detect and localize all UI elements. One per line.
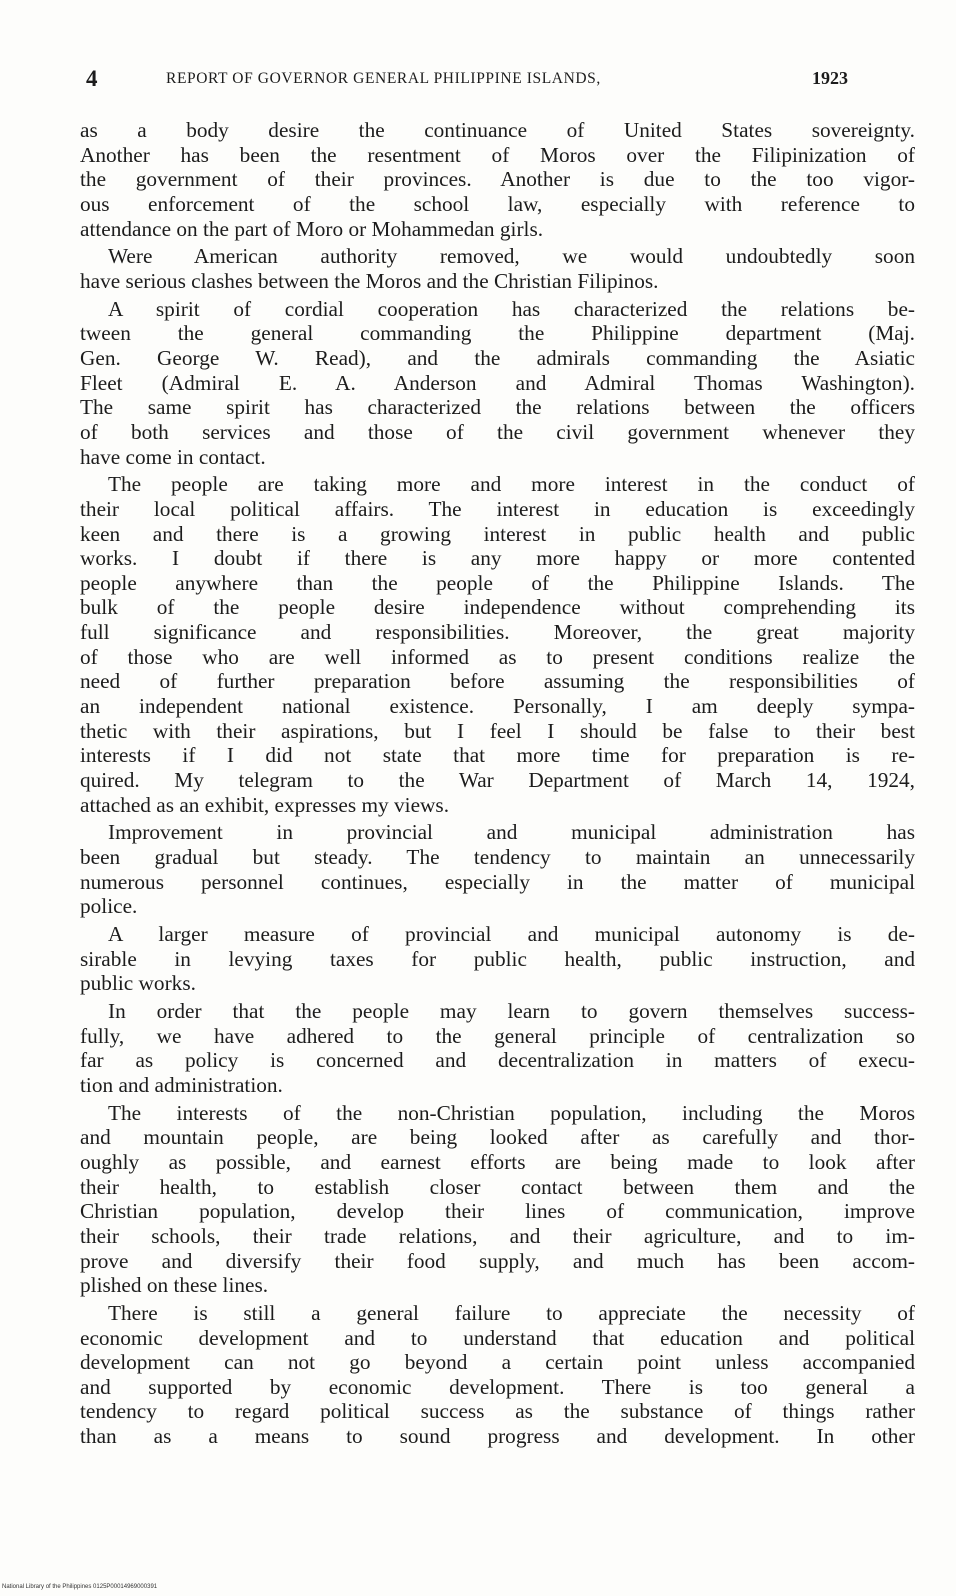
text-line: The same spirit has characterized the relations between the officers: [80, 395, 915, 420]
text-line: sirable in levying taxes for public health, public instruction, and: [80, 946, 915, 971]
page-number: 4: [86, 66, 98, 91]
text-line: their schools, their trade relations, and their agriculture, and to im-: [80, 1223, 915, 1248]
paragraph: [80, 999, 915, 1098]
text-line: Another has been the resentment of Moros over the Filipinization of: [80, 142, 915, 167]
text-line: attached as an exhibit, expresses my views.: [80, 792, 450, 817]
text-line: the government of their provinces. Another is due to the too vigor-: [80, 167, 915, 192]
running-head-year: 1923: [812, 68, 848, 88]
text-line: full significance and responsibilities. Moreover, the great majority: [80, 620, 915, 645]
text-line: plished on these lines.: [80, 1273, 269, 1298]
text-line: A spirit of cordial cooperation has characterized the relations be-: [108, 296, 915, 321]
text-line: development can not go beyond a certain point unless accompanied: [80, 1350, 915, 1375]
text-line: keen and there is a growing interest in public health and public: [80, 521, 915, 546]
text-line: of both services and those of the civil government whenever they: [80, 419, 915, 444]
text-line: bulk of the people desire independence without comprehending its: [80, 595, 915, 620]
text-line: A larger measure of provincial and municipal autonomy is de-: [108, 922, 915, 946]
text-line: their health, to establish closer contact between them and the: [80, 1174, 915, 1199]
running-head: REPORT OF GOVERNOR GENERAL PHILIPPINE ISLANDS,: [166, 70, 601, 87]
text-line: need of further preparation before assuming the responsibilities of: [80, 669, 915, 694]
page-header: [86, 66, 916, 92]
text-line: as a body desire the continuance of United States sovereignty.: [80, 118, 915, 142]
text-line: attendance on the part of Moro or Mohammedan girls.: [80, 216, 544, 241]
text-line: and supported by economic development. There is too general a: [80, 1374, 915, 1399]
scan-footer-tag: National Library of the Philippines 0125P00014969000391: [2, 1584, 158, 1590]
text-line: Were American authority removed, we would undoubtedly soon: [108, 244, 915, 269]
text-line: prove and diversify their food supply, and much has been accom-: [80, 1248, 915, 1273]
text-line: Christian population, develop their lines of communication, improve: [80, 1199, 915, 1224]
text-line: their local political affairs. The interest in education is exceedingly: [80, 496, 915, 521]
text-line: than as a means to sound progress and development. In other: [80, 1424, 915, 1449]
paragraph: [80, 297, 915, 470]
text-line: have come in contact.: [80, 444, 266, 469]
text-line: public works.: [80, 971, 196, 996]
text-line: tion and administration.: [80, 1072, 283, 1097]
text-line: Gen. George W. Read), and the admirals commanding the Asiatic: [80, 345, 915, 370]
paragraph: [80, 820, 915, 919]
text-line: Fleet (Admiral E. A. Anderson and Admiral Thomas Washington).: [80, 370, 915, 395]
text-line: of those who are well informed as to present conditions realize the: [80, 644, 915, 669]
text-line: and mountain people, are being looked after as carefully and thor-: [80, 1125, 915, 1150]
text-line: The interests of the non-Christian population, including the Moros: [108, 1100, 915, 1125]
text-line: Improvement in provincial and municipal administration has: [108, 820, 915, 845]
text-line: works. I doubt if there is any more happy or more contented: [80, 546, 915, 571]
text-line: The people are taking more and more interest in the conduct of: [108, 472, 915, 497]
paragraph: [80, 1301, 915, 1449]
text-line: an independent national existence. Personally, I am deeply sympa-: [80, 694, 915, 719]
text-line: quired. My telegram to the War Department of March 14, 1924,: [80, 768, 915, 793]
text-line: ous enforcement of the school law, especially with reference to: [80, 191, 915, 216]
text-line: people anywhere than the people of the Philippine Islands. The: [80, 570, 915, 595]
text-line: In order that the people may learn to govern themselves success-: [108, 998, 915, 1023]
text-line: There is still a general failure to appreciate the necessity of: [108, 1300, 915, 1325]
paragraph: [80, 1101, 915, 1298]
text-line: fully, we have adhered to the general principle of centralization so: [80, 1023, 915, 1048]
paragraph: [80, 922, 915, 996]
text-line: have serious clashes between the Moros and the Christian Filipinos.: [80, 268, 659, 293]
text-line: interests if I did not state that more time for preparation is re-: [80, 743, 915, 768]
text-line: oughly as possible, and earnest efforts are being made to look after: [80, 1149, 915, 1174]
text-line: tween the general commanding the Philippine department (Maj.: [80, 321, 915, 346]
paragraph: [80, 244, 915, 293]
text-line: police.: [80, 894, 138, 919]
paragraph: [80, 472, 915, 817]
text-line: far as policy is concerned and decentralization in matters of execu-: [80, 1048, 915, 1073]
text-line: thetic with their aspirations, but I feel I should be false to their best: [80, 718, 915, 743]
text-line: tendency to regard political success as the substance of things rather: [80, 1399, 915, 1424]
body-text: [80, 118, 915, 1449]
text-line: numerous personnel continues, especially in the matter of municipal: [80, 869, 915, 894]
paragraph: [80, 118, 915, 241]
text-line: been gradual but steady. The tendency to maintain an unnecessarily: [80, 845, 915, 870]
text-line: economic development and to understand that education and political: [80, 1325, 915, 1350]
